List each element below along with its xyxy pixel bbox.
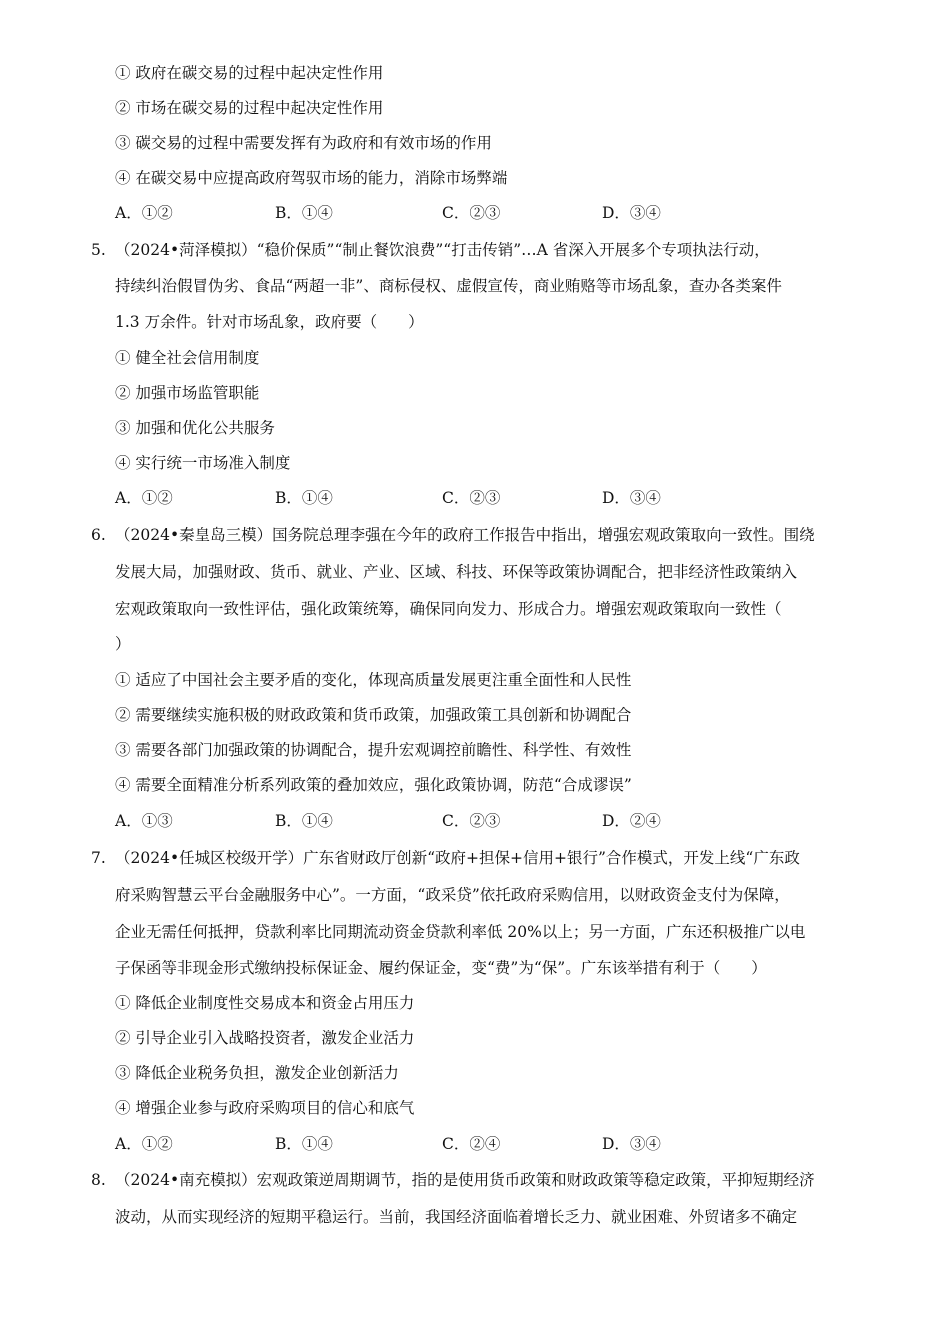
q5-option-d: D．③④ [602, 489, 661, 507]
q5-option-a: A．①② [115, 489, 173, 507]
prev-option-c: C．②③ [442, 204, 501, 222]
q7-stem-line-2: 府采购智慧云平台金融服务中心”。一方面，“政采贷”依托政府采购信用，以财政资金支付为保障， [115, 886, 790, 904]
q7-option-d: D．③④ [602, 1135, 661, 1153]
q8-stem-line-1: （2024•南充模拟）宏观政策逆周期调节，指的是使用货币政策和财政政策等稳定政策，平抑短期经济 [115, 1171, 815, 1189]
q8-number: 8. [91, 1171, 106, 1189]
q6-stem-line-1: （2024•秦皇岛三模）国务院总理李强在今年的政府工作报告中指出，增强宏观政策取向一致性。围绕 [115, 526, 815, 544]
q6-item-2: ② 需要继续实施积极的财政政策和货币政策，加强政策工具创新和协调配合 [115, 706, 632, 724]
q7-stem-line-1: （2024•任城区校级开学）广东省财政厅创新“政府+担保+信用+银行”合作模式，开发上线“广东政 [115, 849, 800, 867]
q5-number: 5. [91, 241, 106, 259]
prev-option-d: D．③④ [602, 204, 661, 222]
q7-option-b: B．①④ [275, 1135, 333, 1153]
q5-item-3: ③ 加强和优化公共服务 [115, 419, 275, 437]
prev-option-b: B．①④ [275, 204, 333, 222]
q7-number: 7. [91, 849, 106, 867]
q5-item-1: ① 健全社会信用制度 [115, 349, 260, 367]
q7-item-3: ③ 降低企业税务负担，激发企业创新活力 [115, 1064, 399, 1082]
q5-option-c: C．②③ [442, 489, 501, 507]
q6-stem-line-4: ） [115, 635, 131, 653]
q5-option-b: B．①④ [275, 489, 333, 507]
q5-stem-line-2: 持续纠治假冒伪劣、食品“两超一非”、商标侵权、虚假宣传，商业贿赂等市场乱象，查办各类案件 [115, 277, 782, 295]
prev-item-2: ② 市场在碳交易的过程中起决定性作用 [115, 99, 384, 117]
q7-option-a: A．①② [115, 1135, 173, 1153]
q6-number: 6. [91, 526, 106, 544]
q6-option-c: C．②③ [442, 812, 501, 830]
q6-option-d: D．②④ [602, 812, 661, 830]
q7-item-2: ② 引导企业引入战略投资者，激发企业活力 [115, 1029, 415, 1047]
q6-stem-line-2: 发展大局，加强财政、货币、就业、产业、区域、科技、环保等政策协调配合，把非经济性政策纳入 [115, 563, 798, 581]
prev-option-a: A．①② [115, 204, 173, 222]
prev-item-1: ① 政府在碳交易的过程中起决定性作用 [115, 64, 384, 82]
q7-stem-line-3: 企业无需任何抵押，贷款利率比同期流动资金贷款利率低 20%以上；另一方面，广东还积极推广以电 [115, 923, 806, 941]
q6-stem-line-3: 宏观政策取向一致性评估，强化政策统筹，确保同向发力、形成合力。增强宏观政策取向一致性（ [115, 600, 782, 618]
q6-option-b: B．①④ [275, 812, 333, 830]
q5-stem-line-3: 1.3 万余件。针对市场乱象，政府要（ ） [115, 313, 424, 331]
q6-item-4: ④ 需要全面精准分析系列政策的叠加效应，强化政策协调，防范“合成谬误” [115, 776, 632, 794]
q5-item-4: ④ 实行统一市场准入制度 [115, 454, 291, 472]
q6-option-a: A．①③ [115, 812, 173, 830]
q6-item-1: ① 适应了中国社会主要矛盾的变化，体现高质量发展更注重全面性和人民性 [115, 671, 632, 689]
q7-option-c: C．②④ [442, 1135, 501, 1153]
q5-item-2: ② 加强市场监管职能 [115, 384, 260, 402]
q8-stem-line-2: 波动，从而实现经济的短期平稳运行。当前，我国经济面临着增长乏力、就业困难、外贸诸多不确定 [115, 1208, 798, 1226]
q7-item-1: ① 降低企业制度性交易成本和资金占用压力 [115, 994, 415, 1012]
q7-stem-line-4: 子保函等非现金形式缴纳投标保证金、履约保证金，变“费”为“保”。广东该举措有利于（ ） [115, 959, 767, 977]
q6-item-3: ③ 需要各部门加强政策的协调配合，提升宏观调控前瞻性、科学性、有效性 [115, 741, 632, 759]
q7-item-4: ④ 增强企业参与政府采购项目的信心和底气 [115, 1099, 415, 1117]
q5-stem-line-1: （2024•菏泽模拟）“稳价保质”“制止餐饮浪费”“打击传销”…A 省深入开展多个专项执法行动， [115, 241, 770, 259]
prev-item-4: ④ 在碳交易中应提高政府驾驭市场的能力，消除市场弊端 [115, 169, 508, 187]
prev-item-3: ③ 碳交易的过程中需要发挥有为政府和有效市场的作用 [115, 134, 492, 152]
